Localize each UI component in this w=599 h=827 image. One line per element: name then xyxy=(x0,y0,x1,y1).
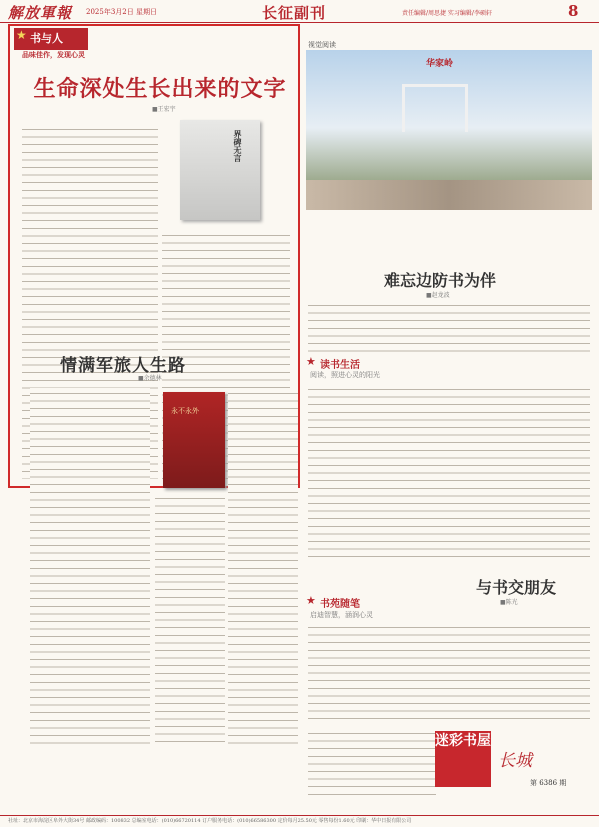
article-text-block xyxy=(308,300,590,354)
issue-number: 第 6386 期 xyxy=(530,779,567,787)
headline: 生命深处生长出来的文字 xyxy=(33,76,287,102)
mixi-shuwu-logo: 迷彩书屋 xyxy=(435,731,491,787)
article-text-block xyxy=(308,622,590,726)
reading-life-subtitle: 阅读，照进心灵的阳光 xyxy=(310,371,380,379)
footer: 社址：北京市海淀区阜外大街34号 邮政编码：100832 总编室电话：(010)66720114 订户服务电话：(010)66586300 定价每月25.50元 零售每份1.60元 印刷：华中日报有限公司 xyxy=(0,815,599,827)
article-text-column xyxy=(228,388,298,748)
book-cover-image xyxy=(180,120,260,220)
page-number: 8 xyxy=(568,2,579,20)
column-subtitle: 品味佳作，发现心灵 xyxy=(22,50,85,59)
article-text-block xyxy=(308,728,436,800)
star-icon: ★ xyxy=(306,594,316,607)
friends-article-title: 与书交朋友 xyxy=(476,578,557,597)
signature: 长城 xyxy=(498,751,532,771)
memorial-gate-image xyxy=(402,84,468,132)
book-cover-title: 界碑无言 xyxy=(233,130,243,162)
newspaper-logo: 解放軍報 xyxy=(8,4,73,22)
army-article-title: 情满军旅人生路 xyxy=(60,356,186,376)
byline: ■王宏宇 xyxy=(152,106,176,113)
article-text-column xyxy=(155,493,225,748)
photo-title: 华家岭 xyxy=(426,59,454,69)
reading-life-label: 读书生活 xyxy=(320,360,360,371)
issue-date: 2025年3月2日 星期日 xyxy=(86,8,157,16)
friends-article-byline: ■陈光 xyxy=(500,599,518,606)
essay-label: 书苑随笔 xyxy=(320,599,360,610)
star-icon: ★ xyxy=(306,355,316,368)
border-article-byline: ■赵龙波 xyxy=(426,292,450,299)
army-article-byline: ■余德林 xyxy=(138,375,162,382)
section-title: 长征副刊 xyxy=(262,4,327,22)
editors-line: 责任编辑/周思捷 实习编辑/李硕轩 xyxy=(402,10,492,17)
star-icon: ★ xyxy=(16,28,27,42)
photo-section-label: 视觉阅读 xyxy=(308,41,336,49)
inset-photos xyxy=(306,180,592,210)
article-text-block xyxy=(308,384,590,562)
army-book-cover-title: 永不永外 xyxy=(171,407,199,415)
border-article-title: 难忘边防书为伴 xyxy=(384,271,497,290)
essay-subtitle: 启迪智慧，涵润心灵 xyxy=(310,611,373,619)
column-title: 书与人 xyxy=(30,32,63,45)
article-text-column xyxy=(30,388,150,748)
